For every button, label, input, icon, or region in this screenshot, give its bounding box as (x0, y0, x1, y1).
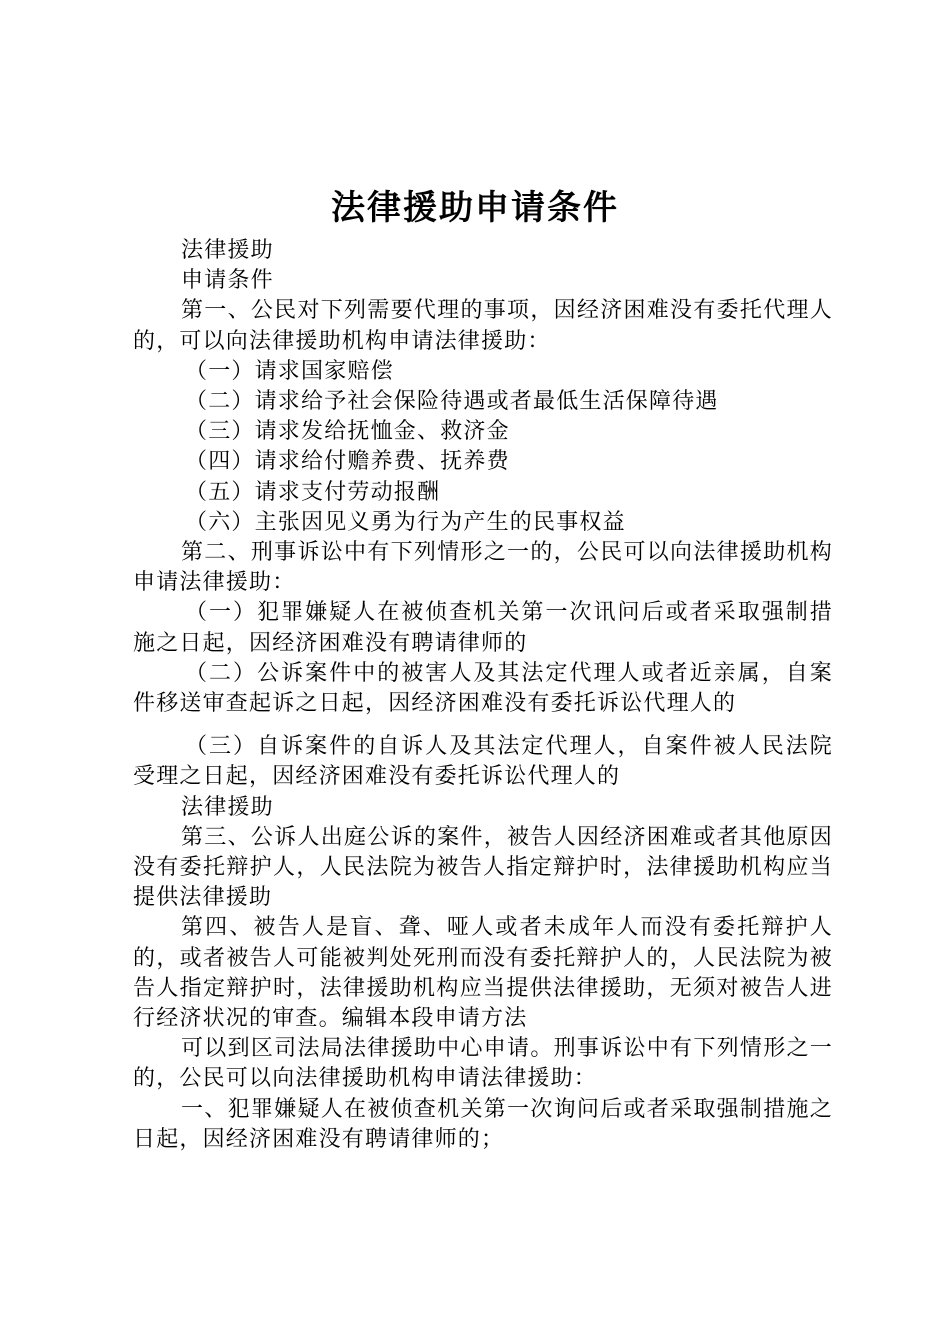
list-item: （三）自诉案件的自诉人及其法定代理人，自案件被人民法院受理之日起，因经济困难没有委托诉讼代理人的 (133, 734, 833, 790)
list-item: （一）请求国家赔偿 (185, 358, 394, 384)
paragraph-item-one: 一、犯罪嫌疑人在被侦查机关第一次询问后或者采取强制措施之日起，因经济困难没有聘请律师的； (133, 1096, 833, 1152)
paragraph-article-one: 第一、公民对下列需要代理的事项，因经济困难没有委托代理人的，可以向法律援助机构申请法律援助： (133, 298, 833, 354)
list-item: （三）请求发给抚恤金、救济金 (185, 419, 510, 445)
list-item: （五）请求支付劳动报酬 (185, 479, 441, 505)
list-item: （二）公诉案件中的被害人及其法定代理人或者近亲属，自案件移送审查起诉之日起，因经济困难没有委托诉讼代理人的 (133, 660, 833, 717)
paragraph-heading-conditions: 申请条件 (181, 268, 274, 294)
paragraph-application-method: 可以到区司法局法律援助中心申请。刑事诉讼中有下列情形之一的，公民可以向法律援助机构申请法律援助： (133, 1036, 833, 1092)
list-item: （四）请求给付赡养费、抚养费 (185, 449, 510, 475)
list-item: （六）主张因见义勇为行为产生的民事权益 (185, 509, 626, 535)
list-item: （二）请求给予社会保险待遇或者最低生活保障待遇 (185, 389, 719, 415)
paragraph-spacer (133, 719, 833, 732)
paragraph-heading-legal-aid-2: 法律援助 (181, 794, 274, 820)
paragraph-article-two: 第二、刑事诉讼中有下列情形之一的，公民可以向法律援助机构申请法律援助： (133, 540, 833, 596)
paragraph-article-three: 第三、公诉人出庭公诉的案件，被告人因经济困难或者其他原因没有委托辩护人，人民法院为被告人指定辩护时，法律援助机构应当提供法律援助 (133, 824, 833, 911)
paragraph-heading-legal-aid: 法律援助 (181, 238, 274, 263)
list-item: （一）犯罪嫌疑人在被侦查机关第一次讯问后或者采取强制措施之日起，因经济困难没有聘请律师的 (133, 600, 833, 656)
document-body (133, 236, 833, 1155)
paragraph-article-four: 第四、被告人是盲、聋、哑人或者未成年人而没有委托辩护人的，或者被告人可能被判处死刑而没有委托辩护人的，人民法院为被告人指定辩护时，法律援助机构应当提供法律援助，无须对被告人进行经济状况的审查。编辑本段申请方法 (133, 915, 833, 1032)
document-title: 法律援助申请条件 (331, 188, 619, 228)
